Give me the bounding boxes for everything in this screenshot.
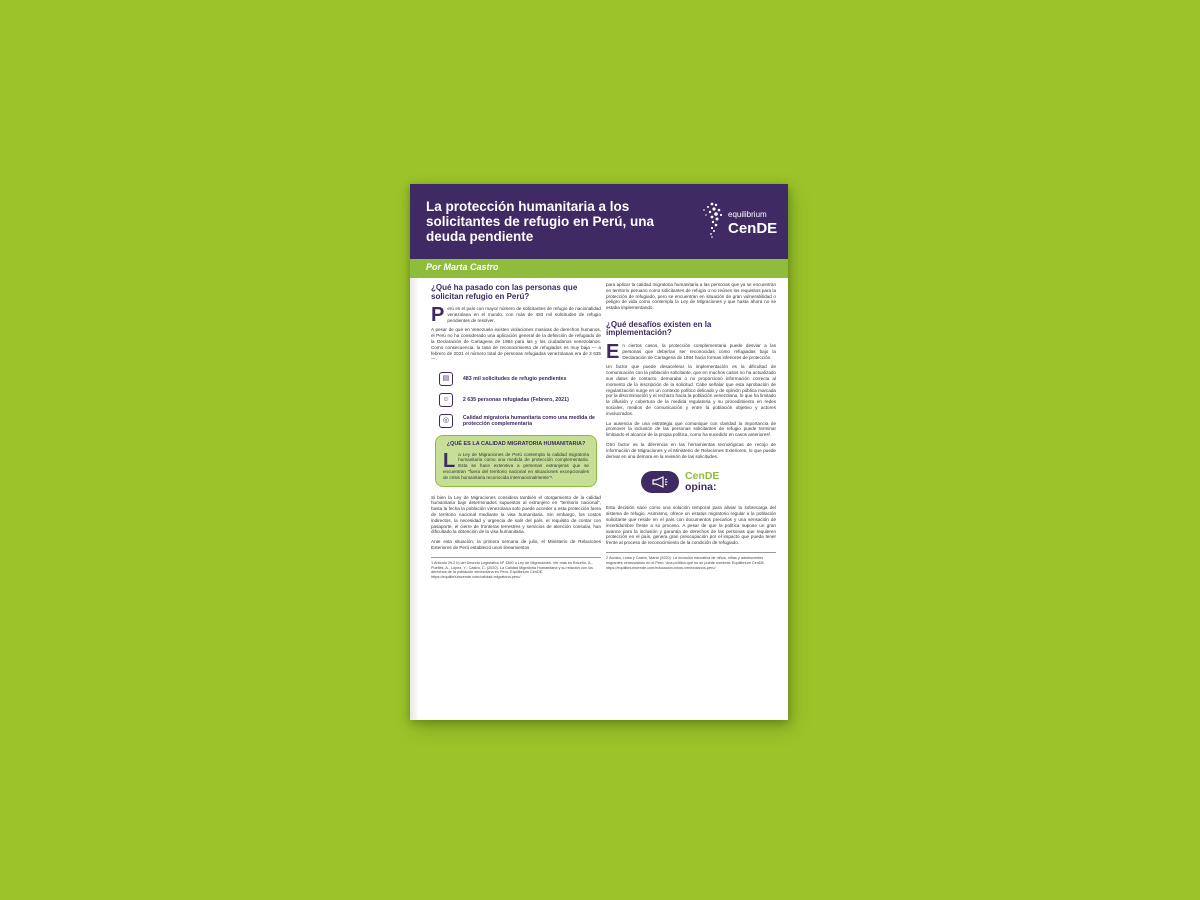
stat-item-humanitarian [439,414,601,428]
intro-paragraph [431,304,601,326]
section-heading: ¿Qué desafíos existen en la implementación? [606,319,712,338]
author-name: Por Marta Castro [426,262,499,272]
paragraph: Otro factor es la diferencia en las herramientas tecnológicas de recojo de información de Migraciones y el Ministerio de Relaciones Exteriores, lo que puede derivar en una demora en la revisión de las solicitudes. [606,441,776,459]
globe-icon: ◎ [439,414,453,428]
cende-logo [694,198,784,246]
document-icon: ▤ [439,372,453,386]
document-title: La protección humanitaria a los solicitantes de refugio en Perú, una deuda pendiente [426,199,655,244]
paragraph: A pesar de que en Venezuela existen violaciones masivas de derechos humanos, el Perú no ha considerado una aplicación general de la definición de refugiado de la Declaración de Cartagena de 1984 para las y los ciudadanos venezolanos. Como consecuencia, la tasa de reconocimiento de refugiados es muy baja — a febrero de 2021 el número total de personas refugiadas venezolanas era de 2 635—. [431,327,601,362]
paragraph-text: n ciertos casos, la protección complementaria puede desviar a las personas que deberían ser reconocidas como refugiadas bajo la Declaración de Cartagena de 1984 hacia formas inferiores de protección. [622,342,776,360]
paragraph: Si bien la Ley de Migraciones considera también el otorgamiento de la calidad humanitaria bajo determinados supuestos al extranjero en "territorio nacional", hasta la fecha la población venezolana solo puede acceder a esta protección fuera de territorio nacional mediante la visa humanitaria. Sin embargo, los costos indirectos, la necesidad y urgencia de salir del país, el requisito de contar con pasaporte, el cierre de fronteras terrestres y servicios de atención consular, han dificultado la obtención de la visa humanitaria. [431,494,601,535]
info-box [435,435,597,486]
section-heading: ¿Qué ha pasado con las personas que solicitan refugio en Perú? [431,283,578,301]
drop-cap: P [431,304,445,326]
megaphone-icon [641,471,679,493]
paragraph [606,340,776,363]
author-bar [410,259,788,278]
drop-cap: L [443,449,456,472]
left-column [431,284,601,580]
footnote: 2 Acosta, Luisa y Castro, Marta (2020). La inclusión educativa de niños, niñas y adolescentes migrantes venezolanos en el Perú: Una política que no se puede nombrar. Equilibrium CenDE. https://equilibriumcende.com/educacion-ninos-venezolanos-peru/ [606,552,776,570]
drop-cap: E [606,340,620,363]
paragraph: Ante esta situación, la primera semana de julio, el Ministerio de Relaciones Exteriores de Perú estableció unos lineamientos [431,539,601,551]
map-dots-icon [694,198,726,244]
paragraph: Esta decisión nace como una solución temporal para aliviar la sobrecarga del sistema de refugio. Asimismo, ofrece un estatus migratorio regular a la población solicitante que reside en el país con documentos precarios y una sensación de incertidumbre frente a su proceso. A pesar de que la política supone un gran avance para la inclusión y garantía de derechos de las personas que requieren protección en el país, genera gran preocupación por el impacto que pueda tener frente al proceso de reconocimiento de la condición de refugiado. [606,505,776,546]
document-page [410,184,788,720]
opina-label [685,471,719,493]
footnote: 1 Artículo 29.2 k) del Decreto Legislativo Nº 1350 o Ley de Migraciones. Ver más en Briceño, A., Puelles, A., López, Y., Castro, C. (2020). La Calidad Migratoria Humanitaria y su relación con los derechos de la población venezolana en Perú. Equilibrium CenDE. https://equilibriumcende.com/calidad-migratoria-peru/ [431,557,601,580]
stat-text: Calidad migratoria humanitaria como una medida de protección complementaria [462,414,595,428]
people-icon: ☺ [439,393,453,407]
stat-text: 2 635 personas refugiadas (Febrero, 2021) [462,396,569,403]
paragraph: Un factor que puede desacelerar la implementación es la dificultad de comunicación con la población solicitante, que en muchos casos no ha actualizado sus datos de contacto, demoraba o no proporcionó información correcta al momento de la inscripción de la solicitud. Cabe señalar que esta aprobación de regularización surge en un contexto político delicado y de opinión pública marcada por la discriminación y el rechazo hacia la población venezolana, lo que ha limitado la difusión y cobertura de la medida regulatoria y su procedimiento en redes sociales, medios de comunicación y entre la población objetivo y actores involucrados. [606,364,776,416]
logo-subtitle: equilibrium [728,210,767,219]
right-column [606,282,776,570]
paragraph: La ausencia de una estrategia que comunique con claridad la importancia de promover la inclusión de las personas solicitantes de refugio puede terminar limitando el alcance de la propia política, como ha sucedido en casos anteriores². [606,420,776,438]
paragraph: para aplicar la calidad migratoria humanitaria a las personas que ya se encuentran en territorio peruano como solicitantes de refugio o no reúnen los requisitos para la protección de refugiado, pero se encuentran en situación de gran vulnerabilidad o peligro de vida como contempla la Ley de Migraciones y que hasta ahora no se estaba implementando. [606,282,776,311]
header-banner [410,184,788,259]
info-box-body: a Ley de Migraciones de Perú contempla la calidad migratoria humanitaria como una medida de protección complementaria. Esta se hace extensiva a personas extranjeras que se encuentran "fuera del territorio nacional en situaciones excepcionales de crisis humanitaria reconocida internacionalmente"¹. [443,451,589,480]
info-box-text [443,449,589,481]
info-box-title: ¿QUÉ ES LA CALIDAD MIGRATORIA HUMANITARIA? [446,441,586,448]
stat-text: 483 mil solicitudes de refugio pendientes [462,375,567,382]
cende-opina-badge [641,467,776,497]
intro-text: erú es el país con mayor número de solicitantes de refugio de nacionalidad venezolana en el mundo, con más de 483 mil solicitudes de refugio pendientes de resolver. [447,306,601,323]
stat-item-refugees [439,393,601,407]
stat-item-pending [439,372,601,386]
logo-name: CenDE [728,220,778,237]
opina-word: opina: [685,481,717,494]
opina-brand: CenDE [685,470,720,483]
